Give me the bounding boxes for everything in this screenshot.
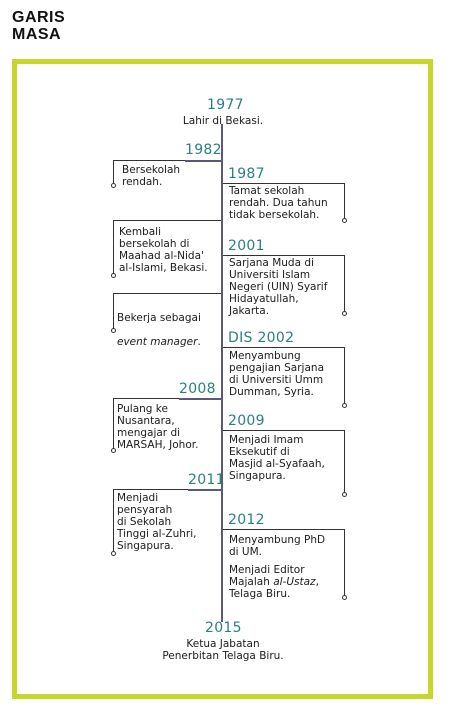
event-1982-dot <box>111 183 116 188</box>
event-1982: Bersekolah rendah. <box>122 164 181 188</box>
event-2009-dot <box>342 492 347 497</box>
year-2011: 2011 <box>188 472 225 488</box>
event-2011: Menjadi pensyarah di Sekolah Tinggi al-Zuhri, Singapura. <box>117 492 197 552</box>
event-1987: Tamat sekolah rendah. Dua tahun tidak bersekolah. <box>229 185 328 221</box>
event-2012-editor-c: , Telaga Biru. <box>229 576 319 600</box>
event-event-manager-period: . <box>197 336 201 348</box>
year-2012: 2012 <box>228 512 265 528</box>
year-1982-tick <box>185 160 222 162</box>
year-2008: 2008 <box>179 381 216 397</box>
event-2002: Menyambung pengajian Sarjana di Universiti Umm Dumman, Syria. <box>229 350 324 398</box>
event-2011-dot <box>111 551 116 556</box>
year-1987: 1987 <box>228 166 265 182</box>
event-2002-dot <box>342 403 347 408</box>
event-2001-dot <box>342 311 347 316</box>
event-2008: Pulang ke Nusantara, mengajar di MARSAH, Johor. <box>117 403 199 451</box>
event-2012-editor-a: Menjadi Editor Majalah <box>229 564 305 588</box>
event-maahad-dot <box>111 273 116 278</box>
year-2015: 2015 <box>205 620 242 636</box>
event-event-manager-line1: Bekerja sebagai <box>117 312 201 324</box>
year-dis-2002: DIS 2002 <box>228 330 295 346</box>
event-2012-dot <box>342 595 347 600</box>
year-2009: 2009 <box>228 413 265 429</box>
event-event-manager-dot <box>111 328 116 333</box>
event-event-manager-italic: event manager <box>117 336 198 348</box>
year-1982: 1982 <box>185 142 222 158</box>
event-2001: Sarjana Muda di Universiti Islam Negeri (UIN) Syarif Hidayatullah, Jakarta. <box>229 257 328 317</box>
event-maahad: Kembali bersekolah di Maahad al-Nida' al-Islami, Bekasi. <box>119 226 208 274</box>
title-line-1: GARIS <box>12 9 66 26</box>
year-2008-tick <box>179 398 222 400</box>
event-1977: Lahir di Bekasi. <box>182 115 264 127</box>
year-1977: 1977 <box>207 97 244 113</box>
year-2011-tick <box>188 489 222 491</box>
title-line-2: MASA <box>12 26 62 43</box>
page-title <box>12 9 65 43</box>
event-1987-dot <box>342 218 347 223</box>
event-2015: Ketua Jabatan Penerbitan Telaga Biru. <box>162 638 284 662</box>
event-2012-editor <box>229 564 319 600</box>
event-2009: Menjadi Imam Eksekutif di Masjid al-Syafaah, Singapura. <box>229 434 325 482</box>
event-2008-dot <box>111 448 116 453</box>
event-2012-editor-italic: al-Ustaz <box>273 576 316 588</box>
event-event-manager <box>117 300 201 348</box>
year-2001: 2001 <box>228 238 265 254</box>
event-2012-phd: Menyambung PhD di UM. <box>229 534 326 558</box>
